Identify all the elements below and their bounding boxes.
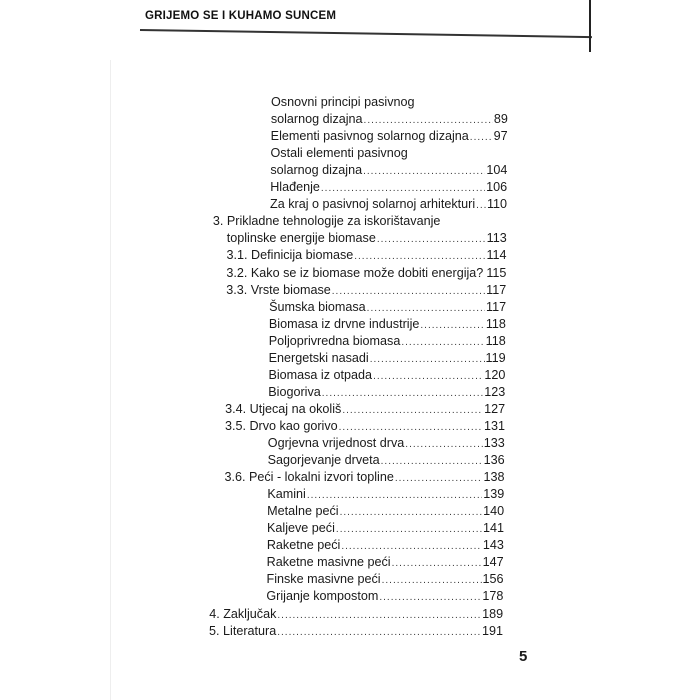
toc-entry-label: 3.4. Utjecaj na okoliš (225, 401, 342, 416)
toc-entry-label: Sagorjevanje drveta (267, 453, 380, 468)
dot-leader (363, 163, 485, 180)
toc-entry-page: 110 (486, 197, 508, 212)
toc-entry-label: Grijanje kompostom (266, 589, 379, 604)
page-edge (110, 60, 111, 700)
toc-entry-page: 115 (486, 265, 507, 280)
toc-entry (267, 571, 504, 588)
dot-leader (341, 538, 481, 555)
toc-entry (267, 503, 504, 520)
toc-entry-label: Energetski nasadi (268, 350, 369, 365)
toc-entry-page: 117 (486, 282, 507, 297)
toc-entry-label: Za kraj o pasivnoj solarnoj arhitekturi (270, 197, 476, 212)
dot-leader (401, 334, 484, 351)
toc-entry-label: Šumska biomasa (269, 299, 366, 314)
toc-entry (225, 418, 505, 435)
toc-entry (224, 469, 504, 486)
dot-leader (322, 385, 483, 402)
toc-entry (226, 282, 506, 299)
toc-entry (270, 162, 507, 179)
toc-entry-page: 113 (486, 231, 507, 246)
toc-entry (269, 350, 506, 367)
toc-entry-label: Biomasa iz otpada (268, 367, 373, 382)
toc-entry (268, 452, 505, 469)
toc-entry (268, 367, 505, 384)
toc-entry (209, 623, 503, 640)
toc-entry-label: solarnog dizajna (270, 163, 363, 178)
toc-entry-label: toplinske energije biomase (226, 231, 376, 246)
dot-leader (395, 470, 483, 487)
toc-entry-label: 3.3. Vrste biomase (226, 282, 331, 297)
dot-leader (381, 453, 483, 470)
dot-leader (382, 572, 482, 589)
toc-entry-label: Raketne peći (266, 538, 341, 553)
toc-entry-page: 119 (485, 350, 506, 365)
dot-leader (476, 197, 486, 214)
dot-leader (377, 231, 486, 248)
toc-entry-page: 104 (486, 163, 508, 178)
dot-leader (420, 317, 484, 334)
toc-entry-page: 140 (483, 504, 505, 519)
toc-entry (209, 606, 503, 623)
toc-entry-page: 127 (484, 401, 506, 416)
toc-entry-label: Hlađenje (270, 180, 320, 195)
toc-entry (227, 247, 507, 264)
toc-entry-page: 156 (482, 572, 504, 587)
toc-entry-page: 89 (493, 112, 508, 127)
running-header: GRIJEMO SE I KUHAMO SUNCEM (145, 10, 337, 22)
toc-entry-page: 191 (482, 623, 504, 638)
toc-entry-page: 133 (483, 436, 505, 450)
toc-entry (270, 179, 507, 196)
toc-entry-page: 143 (482, 538, 504, 553)
toc-entry (267, 537, 504, 554)
toc-entry-label: Ostali elementi pasivnog (270, 146, 408, 161)
dot-leader (342, 402, 483, 419)
dot-leader (277, 607, 481, 624)
toc-entry-page: 114 (486, 248, 507, 263)
toc-entry (267, 486, 504, 503)
toc-entry-page: 136 (483, 453, 505, 468)
toc-entry-label: 3.6. Peći - lokalni izvori topline (224, 470, 394, 485)
toc-entry-page: 139 (483, 487, 505, 502)
dot-leader (332, 283, 485, 300)
toc-entry (271, 128, 508, 145)
dot-leader (336, 521, 482, 538)
toc-entry-page: 141 (482, 521, 504, 536)
toc-entry-label: Finske masivne peći (266, 572, 381, 587)
page-number: 5 (519, 648, 528, 665)
toc-entry-label: 5. Literatura (209, 623, 277, 638)
dot-leader (367, 300, 485, 317)
toc-entry (269, 316, 506, 333)
toc-entry-page: 123 (484, 384, 506, 399)
toc-entry (267, 520, 504, 537)
toc-entry-label: Biogoriva (268, 384, 321, 399)
toc-entry-page: 138 (483, 470, 505, 485)
toc-entry-label: Raketne masivne peći (266, 555, 391, 570)
dot-leader (307, 487, 482, 504)
toc-entry-label: 3.1. Definicija biomase (226, 248, 354, 263)
dot-leader (470, 129, 493, 146)
dot-leader (370, 351, 485, 368)
toc-entry-label: Metalne peći (267, 504, 339, 519)
dot-leader (405, 436, 482, 453)
toc-entry (271, 111, 508, 128)
dot-leader (354, 248, 485, 265)
dot-leader (392, 555, 482, 572)
toc-entry (271, 94, 415, 111)
header-vertical-rule (589, 0, 591, 52)
toc-entry-label: Poljoprivredna biomasa (268, 333, 401, 348)
toc-entry-page: 117 (486, 299, 507, 314)
toc-entry-label: 3.2. Kako se iz biomase može dobiti energija? (226, 265, 484, 280)
toc-entry (267, 554, 504, 571)
toc-entry-page: 118 (485, 316, 506, 331)
toc-entry-label: Ogrjevna vrijednost drva (267, 436, 405, 450)
toc-entry-page: 178 (482, 589, 504, 604)
toc-entry-label: Biomasa iz drvne industrije (268, 316, 420, 331)
toc-entry (266, 588, 503, 605)
toc-entry-label: Kaljeve peći (267, 521, 335, 536)
toc-entry-label: 4. Zaključak (209, 606, 277, 621)
toc-entry-page: 120 (484, 367, 506, 382)
header-rule (140, 29, 592, 38)
toc-entry (269, 333, 506, 350)
toc-entry (271, 145, 408, 162)
toc-entry (227, 230, 507, 247)
toc-entry-label: Kamini (267, 487, 306, 502)
toc-entry (268, 435, 505, 452)
toc-entry-page: 97 (493, 129, 508, 144)
dot-leader (339, 419, 483, 436)
toc-entry-page: 189 (482, 606, 504, 621)
dot-leader (484, 266, 485, 283)
toc-entry-label: 3. Prikladne tehnologije za iskorištavanje (212, 214, 441, 229)
dot-leader (321, 180, 485, 197)
toc-entry (268, 384, 505, 401)
toc-entry-label: Elementi pasivnog solarnog dizajna (270, 129, 469, 144)
dot-leader (277, 624, 481, 641)
toc-entry-page: 147 (482, 555, 504, 570)
toc-entry-page: 131 (483, 418, 505, 433)
dot-leader (379, 589, 481, 606)
toc-entry-page: 106 (486, 180, 508, 195)
dot-leader (364, 112, 493, 129)
toc-entry-page: 118 (485, 333, 506, 348)
dot-leader (373, 368, 483, 385)
toc-entry (213, 213, 441, 230)
dot-leader (340, 504, 483, 521)
toc-entry-label: solarnog dizajna (270, 112, 363, 127)
toc-entry-label: 3.5. Drvo kao gorivo (224, 418, 338, 433)
toc-entry (225, 401, 505, 418)
toc-entry (270, 196, 507, 213)
toc-entry-label: Osnovni principi pasivnog (271, 95, 415, 109)
toc-entry (226, 265, 506, 282)
toc-entry (269, 299, 506, 316)
